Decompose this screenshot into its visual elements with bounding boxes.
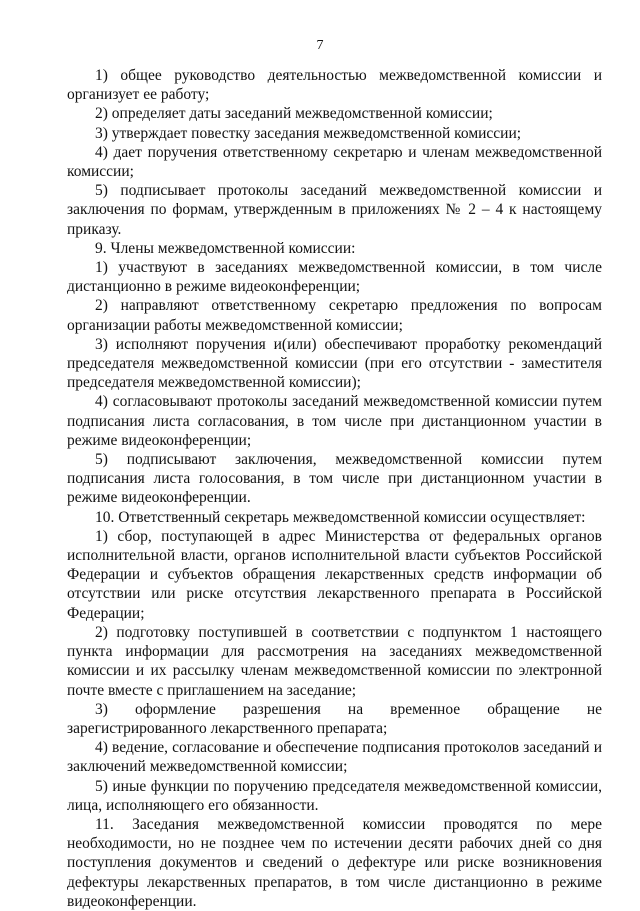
- paragraph-members-duty-3: 3) исполняют поручения и(или) обеспечивают проработку рекомендаций председателя межведомственной комиссии (при его отсутствии - заместителя председателя межведомственной комиссии);: [67, 335, 602, 392]
- paragraph-members-duty-2: 2) направляют ответственному секретарю предложения по вопросам организации работы межведомственной комиссии;: [67, 297, 602, 334]
- paragraph-members-duty-5: 5) подписывают заключения, межведомственной комиссии путем подписания листа голосования, в том числе при дистанционном участии в режиме видеоконференции.: [67, 451, 602, 507]
- document-body: [67, 66, 602, 911]
- paragraph-chair-duty-2: 2) определяет даты заседаний межведомственной комиссии;: [95, 105, 493, 123]
- paragraph-secretary-duty-3: 3) оформление разрешения на временное обращение не зарегистрированного лекарственного препарата;: [67, 700, 602, 737]
- paragraph-secretary-duty-4: 4) ведение, согласование и обеспечение подписания протоколов заседаний и заключений межведомственной комиссии;: [67, 739, 602, 776]
- section-10-heading: 10. Ответственный секретарь межведомственной комиссии осуществляет:: [95, 508, 586, 526]
- paragraph-chair-duty-1: 1) общее руководство деятельностью межведомственной комиссии и организует ее работу;: [67, 67, 602, 104]
- paragraph-members-duty-4: 4) согласовывают протоколы заседаний межведомственной комиссии путем подписания листа согласования, в том числе при дистанционном участии в режиме видеоконференции;: [67, 393, 602, 449]
- paragraph-secretary-duty-1: 1) сбор, поступающей в адрес Министерства от федеральных органов исполнительной власти, органов исполнительной власти субъектов Российской Федерации и субъектов обращения лекарственных средств информации об отсутствии или риске отсутствия лекарственного препарата в Российской Федерации;: [67, 527, 602, 622]
- paragraph-members-duty-1: 1) участвуют в заседаниях межведомственной комиссии, в том числе дистанционно в режиме видеоконференции;: [67, 259, 602, 296]
- paragraph-secretary-duty-2: 2) подготовку поступившей в соответствии с подпунктом 1 настоящего пункта информации для рассмотрения на заседаниях межведомственной комиссии и их рассылку членам межведомственной комиссии по электронной почте вместе с приглашением на заседание;: [67, 623, 602, 699]
- paragraph-secretary-duty-5: 5) иные функции по поручению председателя межведомственной комиссии, лица, исполняющего его обязанности.: [67, 777, 602, 814]
- paragraph-chair-duty-3: 3) утверждает повестку заседания межведомственной комиссии;: [95, 124, 522, 142]
- paragraph-chair-duty-5: 5) подписывает протоколы заседаний межведомственной комиссии и заключения по формам, утвержденным в приложениях № 2 – 4 к настоящему приказу.: [67, 182, 602, 238]
- section-9-heading: 9. Члены межведомственной комиссии:: [95, 239, 356, 257]
- paragraph-chair-duty-4: 4) дает поручения ответственному секретарю и членам межведомственной комиссии;: [67, 143, 602, 181]
- page-number: 7: [316, 38, 324, 53]
- section-11-paragraph: 11. Заседания межведомственной комиссии проводятся по мере необходимости, но не позднее чем по истечении десяти рабочих дней со дня поступления документов и сведений о дефектуре или риске возникновения дефектуры лекарственных препаратов, в том числе дистанционно в режиме видеоконференции.: [67, 815, 602, 910]
